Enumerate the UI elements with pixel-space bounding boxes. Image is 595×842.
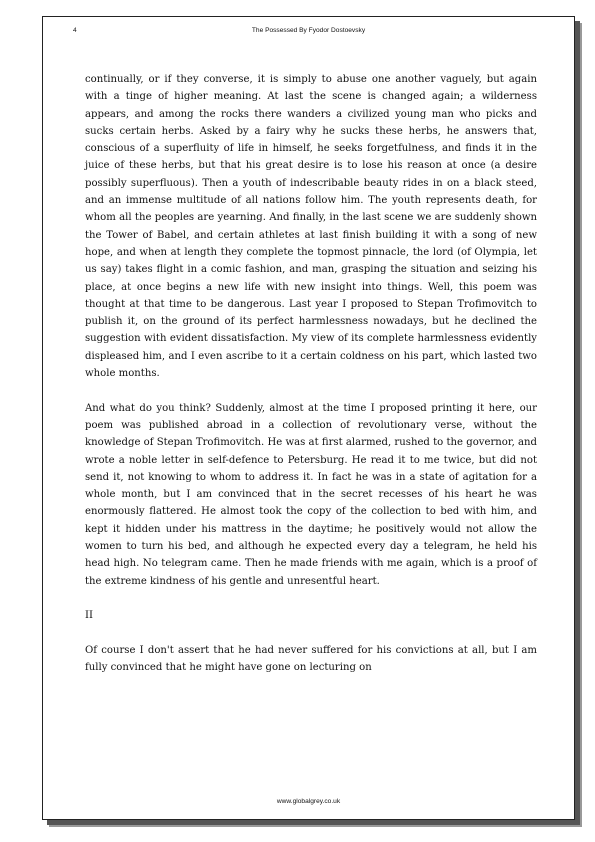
page-footer[interactable]: www.globalgrey.co.uk [276,798,341,805]
page [42,16,575,820]
page-number: 4 [73,27,77,34]
running-title: The Possessed By Fyodor Dostoevsky [251,27,366,34]
body-text [85,71,537,694]
paragraph-2: And what do you think? Suddenly, almost at the time I proposed printing it here, our poem was published abroad in a collection of revolutionary verse, without the knowledge of Stepan Trofimovitch. He was at first alarmed, rushed to the governor, and wrote a noble letter in self-defence to Petersburg. He read it to me twice, but did not send it, not knowing to whom to address it. In fact he was in a state of agitation for a whole month, but I am convinced that in the secret recesses of his heart he was enormously flattered. He almost took the copy of the collection to bed with him, and kept it hidden under his mattress in the daytime; he positively would not allow the women to turn his bed, and although he expected every day a telegram, he held his head high. No telegram came. Then he made friends with me again, which is a proof of the extreme kindness of his gentle and unresentful heart. [85,402,537,587]
paragraph-3: Of course I don't assert that he had never suffered for his convictions at all, but I am fully convinced that he might have gone on lecturing on [85,644,537,674]
paragraph-1: continually, or if they converse, it is simply to abuse one another vaguely, but again with a tinge of higher meaning. At last the scene is changed again; a wilderness appears, and among the rocks there wanders a civilized young man who picks and sucks certain herbs. Asked by a fairy why he sucks these herbs, he answers that, conscious of a superfluity of life in himself, he seeks forgetfulness, and finds it in the juice of these herbs, but that his great desire is to lose his reason at once (a desire possibly superfluous). Then a youth of indescribable beauty rides in on a black steed, and an immense multitude of all nations follow him. The youth represents death, for whom all the peoples are yearning. And finally, in the last scene we are suddenly shown the Tower of Babel, and certain athletes at last finish building it with a song of new hope, and when at length they complete the topmost pinnacle, the lord (of Olympia, let us say) takes flight in a comic fashion, and man, grasping the situation and seizing his place, at once begins a new life with new insight into things. Well, this poem was thought at that time to be dangerous. Last year I proposed to Stepan Trofimovitch to publish it, on the ground of its perfect harmlessness nowadays, but he declined the suggestion with evident dissatisfaction. My view of its complete harmlessness evidently displeased him, and I even ascribe to it a certain coldness on his part, which lasted two whole months. [85,74,537,380]
page-header [43,27,574,41]
section-heading: II [85,610,93,622]
